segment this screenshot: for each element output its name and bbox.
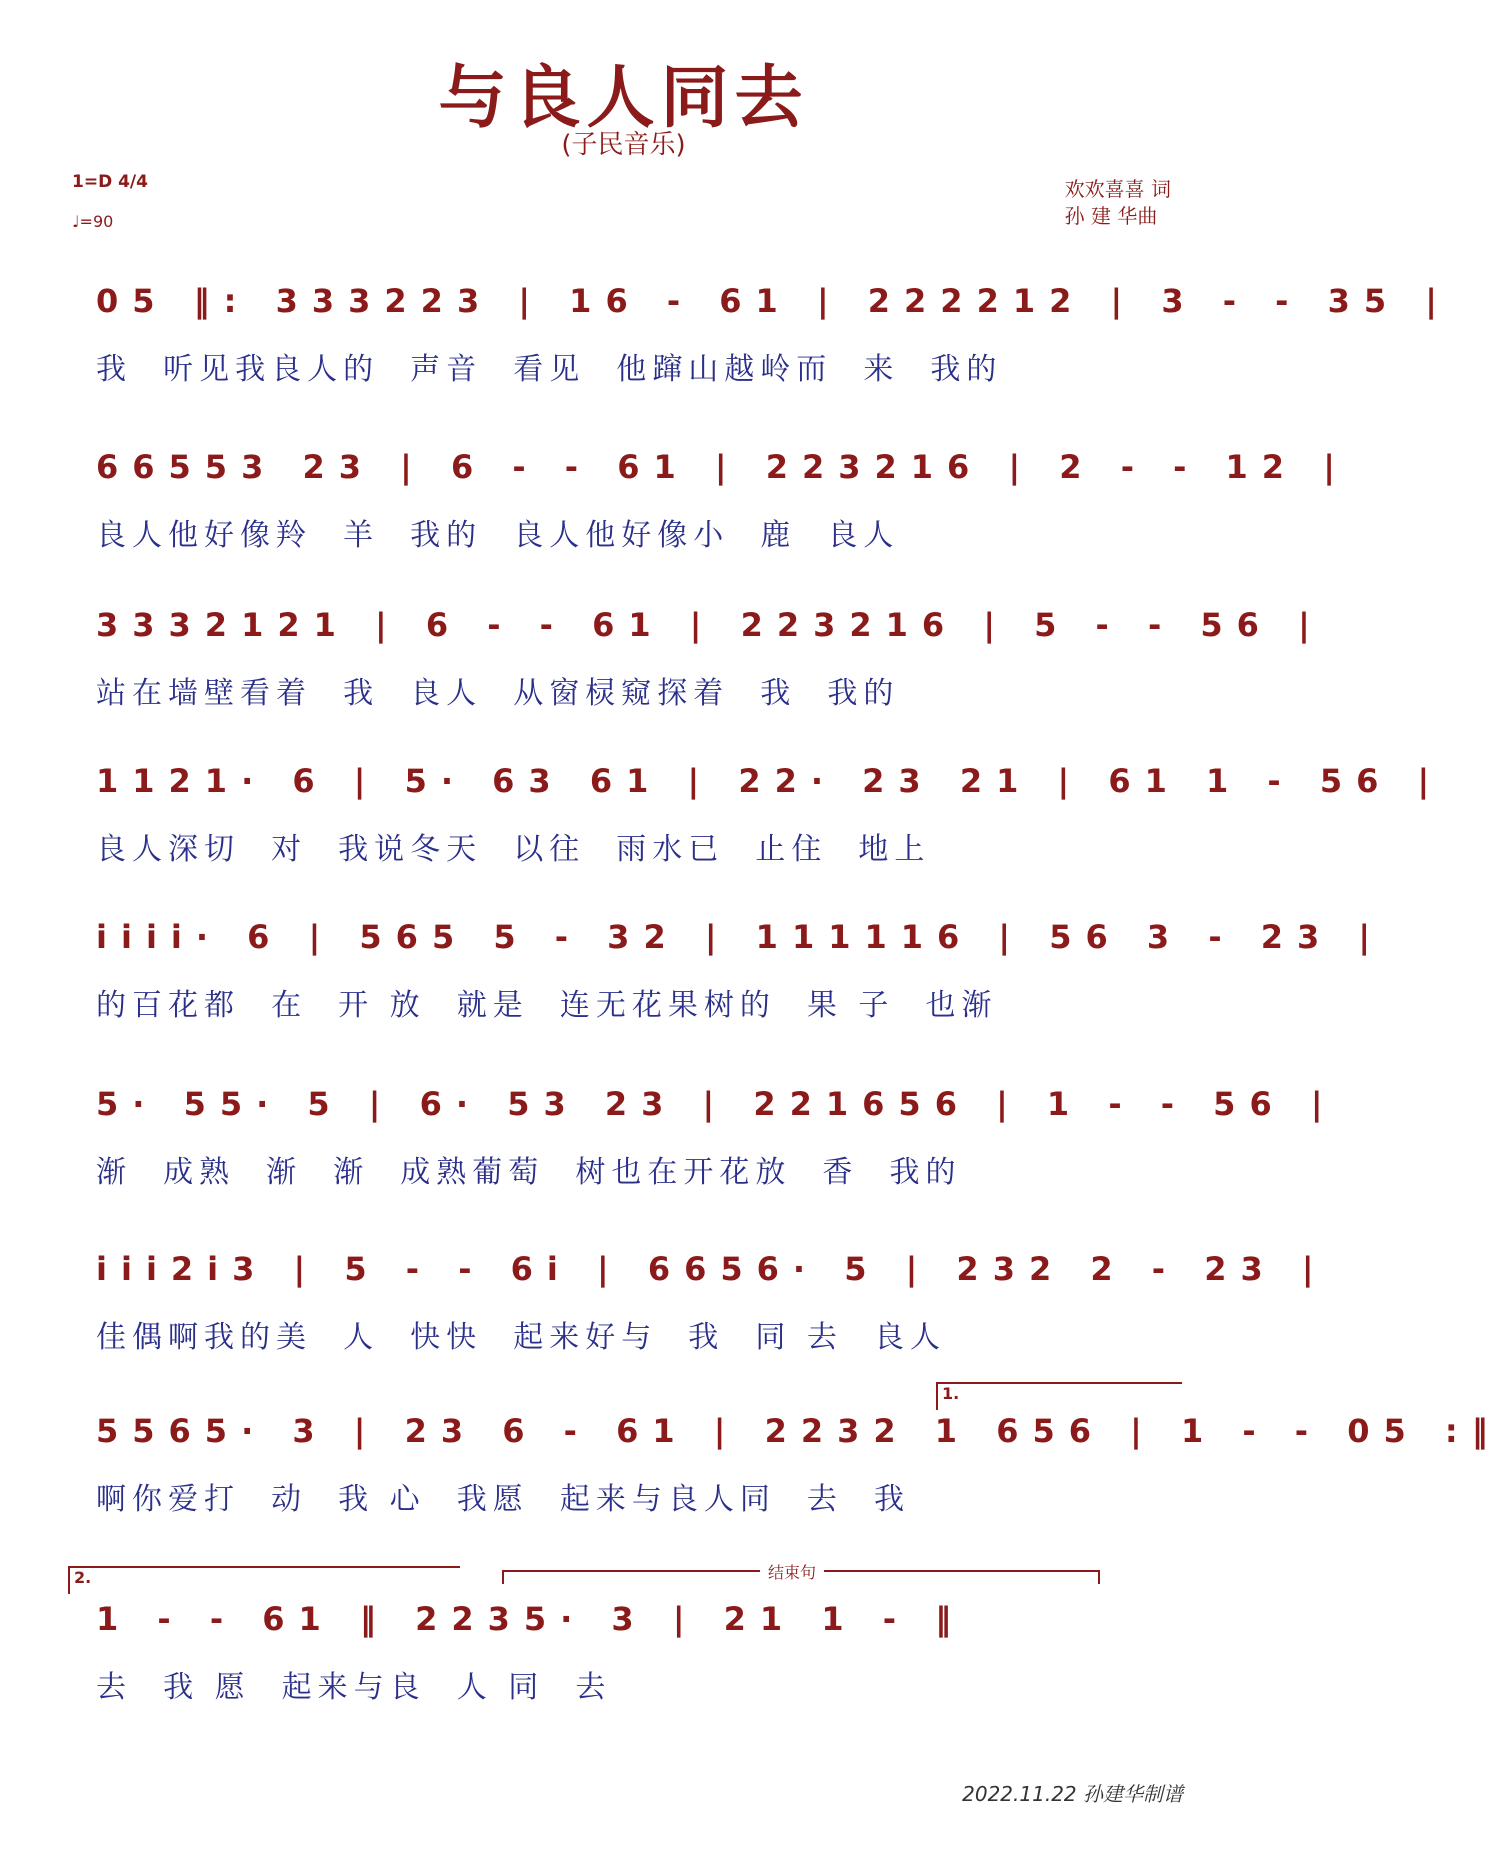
notation-row: iii2i3 | 5 - - 6i | 6656· 5 | 232 2 - 23 | xyxy=(96,1250,1328,1288)
notation-row: iiii· 6 | 565 5 - 32 | 111116 | 56 3 - 23 | xyxy=(96,918,1385,956)
notation-row: 66553 23 | 6 - - 61 | 223216 | 2 - - 12 | xyxy=(96,448,1349,486)
lyric-row: 良人深切 对 我说冬天 以往 雨水已 止住 地上 xyxy=(96,832,931,867)
notation-row: 1121· 6 | 5· 63 61 | 22· 23 21 | 61 1 - 56 | xyxy=(96,762,1444,800)
subtitle: (子民音乐) xyxy=(561,130,686,160)
notation-row: 1 - - 61 ‖ 2235· 3 | 21 1 - ‖ xyxy=(96,1600,966,1638)
page-title: 与良人同去 xyxy=(438,58,809,138)
lyric-row: 去 我 愿 起来与良 人 同 去 xyxy=(96,1670,612,1705)
lyricist: 欢欢喜喜 词 xyxy=(1064,177,1171,201)
credits xyxy=(1065,176,1171,230)
lyric-row: 佳偶啊我的美 人 快快 起来好与 我 同 去 良人 xyxy=(96,1320,946,1355)
notation-row: 05 ‖: 333223 | 16 - 61 | 222212 | 3 - - 35 | xyxy=(96,282,1451,320)
first-ending: 1. xyxy=(936,1382,1182,1410)
lyric-row: 啊你爱打 动 我 心 我愿 起来与良人同 去 我 xyxy=(96,1482,910,1517)
lyric-row: 站在墙壁看着 我 良人 从窗棂窥探着 我 我的 xyxy=(96,676,900,711)
tempo-marking: ♩=90 xyxy=(72,212,114,231)
coda-label: 结束句 xyxy=(760,1560,824,1583)
notation-row: 3332121 | 6 - - 61 | 223216 | 5 - - 56 | xyxy=(96,606,1324,644)
lyric-row: 我 听见我良人的 声音 看见 他蹿山越岭而 来 我的 xyxy=(96,352,1003,387)
lyric-row: 渐 成熟 渐 渐 成熟葡萄 树也在开花放 香 我的 xyxy=(96,1155,962,1190)
footer-signature: 2022.11.22 孙建华制谱 xyxy=(962,1782,1183,1806)
composer: 孙 建 华曲 xyxy=(1064,204,1158,228)
lyric-row: 的百花都 在 开 放 就是 连无花果树的 果 子 也渐 xyxy=(96,988,998,1023)
key-signature: 1=D 4/4 xyxy=(72,172,148,192)
second-ending: 2. xyxy=(68,1566,460,1594)
lyric-row: 良人他好像羚 羊 我的 良人他好像小 鹿 良人 xyxy=(96,518,900,553)
notation-row: 5· 55· 5 | 6· 53 23 | 221656 | 1 - - 56 | xyxy=(96,1085,1337,1123)
notation-row: 5565· 3 | 23 6 - 61 | 2232 1 656 | 1 - - 05 :‖ xyxy=(96,1412,1502,1450)
